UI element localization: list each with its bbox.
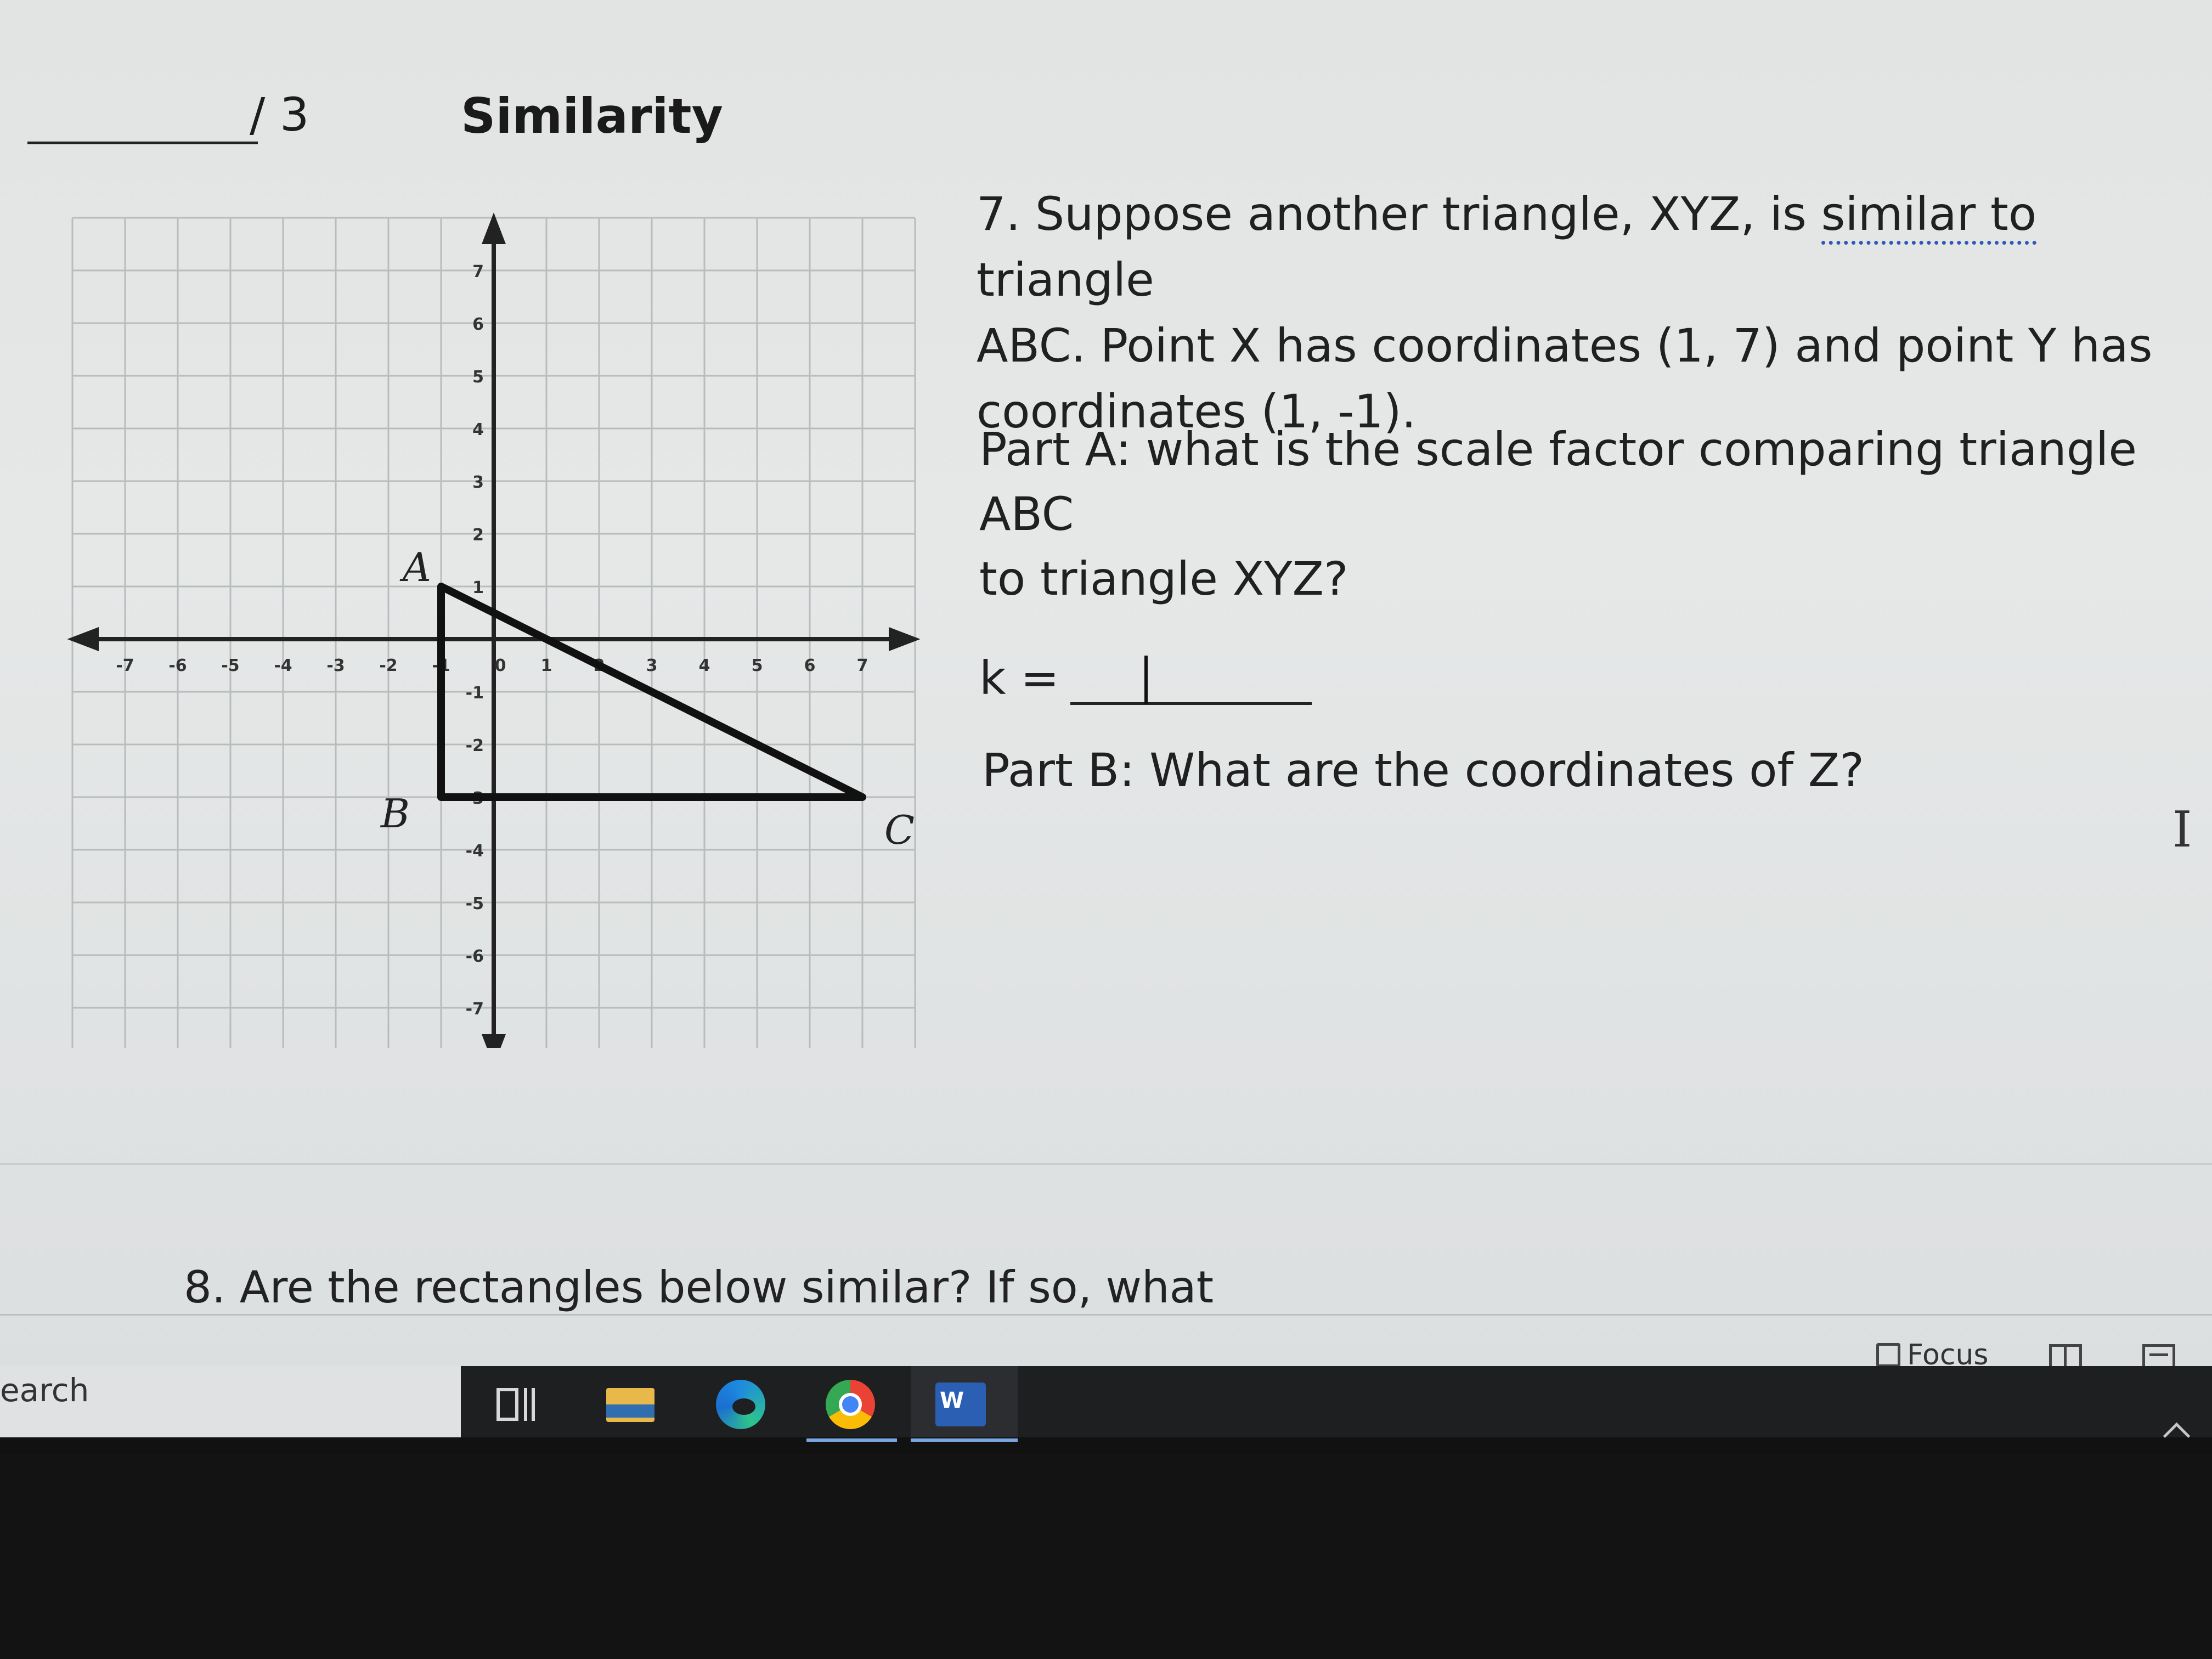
axes [67,212,920,1048]
read-mode-icon[interactable] [2049,1344,2082,1366]
vertex-label-a: A [403,544,431,590]
word-letter: W [940,1388,964,1413]
part-b-question: Part B: What are the coordinates of Z? [982,743,1864,797]
x-tick-label: -1 [432,656,450,675]
part-a-line2: to triangle XYZ? [979,552,1348,606]
x-tick-label: -4 [274,656,292,675]
section-divider [0,1163,2212,1165]
x-tick-label: -5 [221,656,240,675]
text-caret [1144,656,1148,704]
q7-line1-rest: triangle [977,253,1154,307]
y-tick-label: 4 [472,420,484,439]
x-tick-label: 1 [540,656,552,675]
q7-line2: ABC. Point X has coordinates (1, 7) and point Y has [977,319,2153,373]
part-a-line1: Part A: what is the scale factor comparing triangle ABC [979,422,2137,541]
x-tick-label: -2 [379,656,398,675]
vertex-labels [380,544,915,853]
question-8: 8. Are the rectangles below similar? If so, what [184,1262,1214,1313]
y-tick-label: -6 [465,947,484,966]
coordinate-graph [55,203,933,1048]
chrome-icon[interactable] [823,1377,878,1432]
y-tick-label: 3 [472,473,484,492]
focus-button[interactable] [1876,1339,1989,1366]
search-placeholder: earch [0,1372,89,1409]
x-tick-label: 5 [751,656,763,675]
y-tick-label: -4 [465,842,484,861]
word-running-indicator [911,1438,1018,1442]
print-layout-icon[interactable] [2142,1344,2175,1366]
y-tick-label: 7 [472,262,484,281]
y-tick-label: -3 [465,789,484,808]
y-tick-label: -5 [465,894,484,913]
chrome-running-indicator [806,1438,897,1442]
x-tick-label: 6 [804,656,816,675]
question-7 [977,181,2183,444]
y-tick-label: 5 [472,368,484,387]
x-tick-label: 2 [593,656,605,675]
focus-label: Focus [1907,1339,1989,1366]
y-tick-label: 1 [472,578,484,597]
score-total: / 3 [250,88,309,142]
k-label: k = [979,651,1059,705]
edge-icon[interactable] [713,1377,768,1432]
y-tick-label: -2 [465,736,484,755]
y-tick-label: 6 [472,315,484,334]
x-tick-label: -3 [326,656,345,675]
vertex-label-b: B [381,791,410,837]
monitor-bezel [0,1454,2212,1659]
x-tick-label: 4 [698,656,710,675]
similar-to-word[interactable]: similar to [1821,187,2037,245]
ibeam-cursor-icon: I [2172,801,2192,859]
k-answer-row [979,650,1312,705]
task-view-icon[interactable] [491,1377,546,1432]
focus-icon [1876,1343,1900,1366]
y-tick-label: -1 [465,684,484,703]
word-icon[interactable] [933,1377,988,1432]
page-title: Similarity [461,88,723,144]
vertex-label-c: C [884,807,915,853]
x-tick-label: -6 [168,656,187,675]
k-answer-field[interactable] [1070,650,1312,705]
score-blank [27,142,258,144]
y-axis-arrow-down [482,1034,506,1048]
x-tick-label: -7 [116,656,134,675]
q7-line3: coordinates (1, -1). [977,385,1417,438]
y-tick-label: 2 [472,526,484,545]
x-tick-label: 7 [856,656,868,675]
status-bar-separator [0,1314,2212,1316]
x-tick-label: 0 [494,656,506,675]
part-a-question [979,417,2186,611]
q7-prefix: 7. Suppose another triangle, XYZ, is [977,187,1821,241]
file-explorer-icon[interactable] [603,1377,658,1432]
y-tick-label: -7 [465,1000,484,1019]
x-tick-label: 3 [646,656,658,675]
